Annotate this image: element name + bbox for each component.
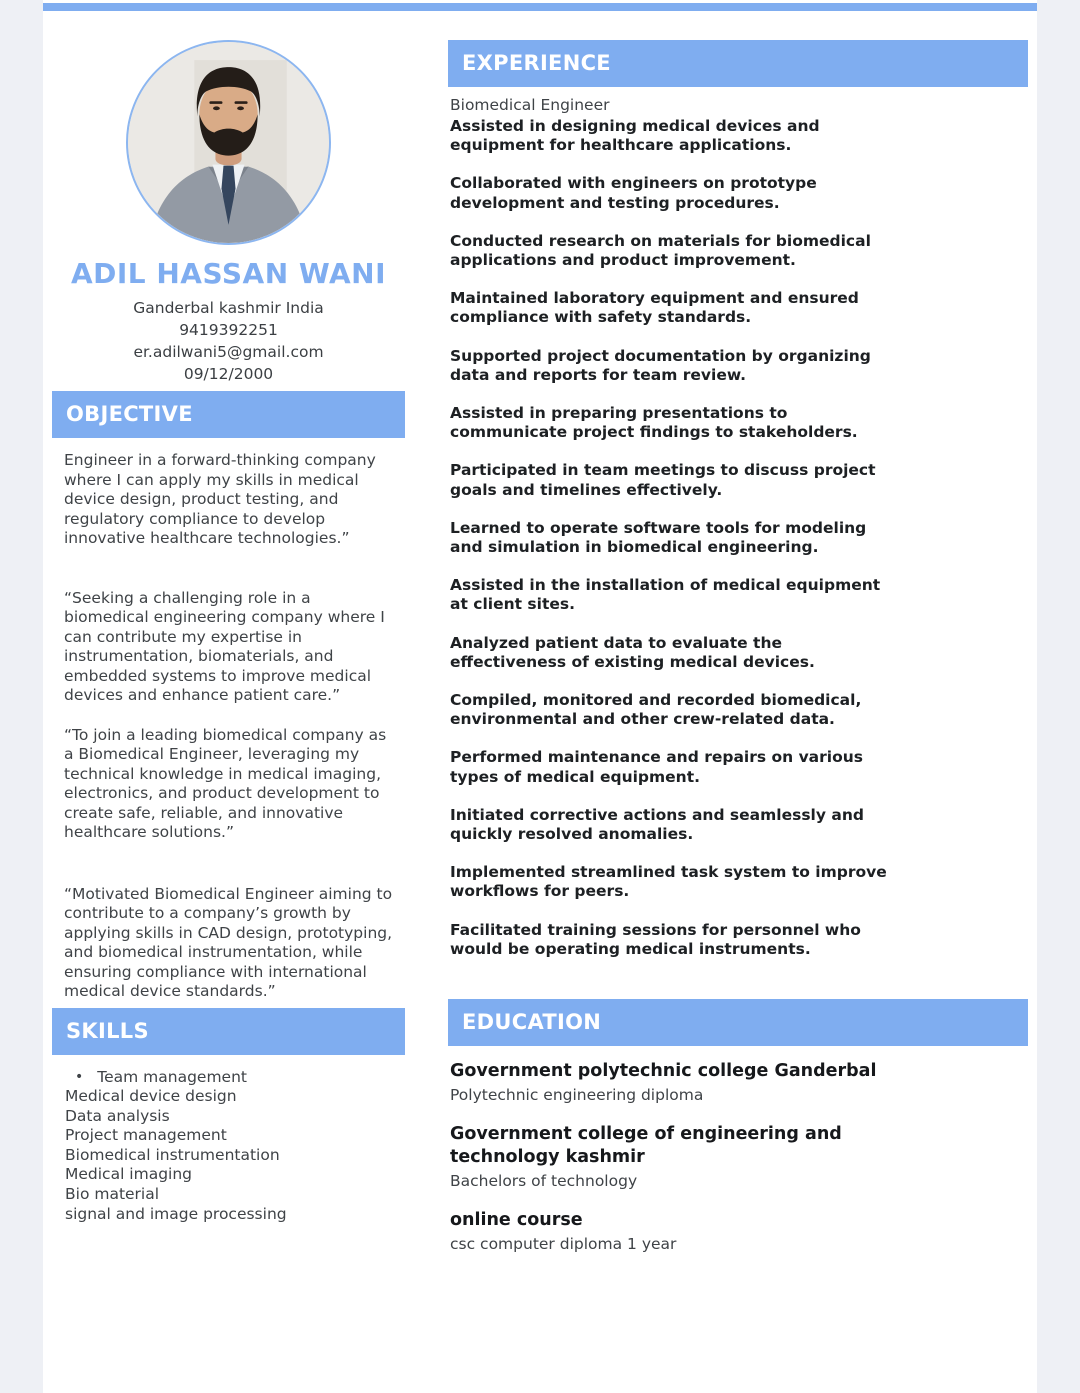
- education-entry: [450, 1123, 910, 1191]
- skill-item: Bio material: [65, 1185, 160, 1204]
- education-section-header: EDUCATION: [448, 999, 1028, 1046]
- experience-item: Implemented streamlined task system to improve workflows for peers.: [450, 863, 887, 901]
- experience-item: Learned to operate software tools for modeling and simulation in biomedical engineering.: [450, 518, 867, 557]
- resume-sheet: [43, 0, 1037, 1393]
- experience-item: Performed maintenance and repairs on various types of medical equipment.: [450, 748, 863, 786]
- person-portrait-icon: [128, 42, 329, 243]
- skill-item: Data analysis: [65, 1106, 170, 1125]
- experience-item: Maintained laboratory equipment and ensured compliance with safety standards.: [450, 289, 859, 327]
- skill-item-label: Team management: [97, 1067, 247, 1086]
- experience-section-header: EXPERIENCE: [448, 40, 1028, 87]
- profile-name: ADIL HASSAN WANI: [70, 257, 387, 290]
- skill-item: Medical imaging: [65, 1165, 193, 1184]
- experience-item: Supported project documentation by organizing data and reports for team review.: [450, 346, 871, 384]
- experience-item: Conducted research on materials for biomedical applications and product improvement.: [450, 231, 871, 270]
- profile-location: Ganderbal kashmir India: [133, 299, 324, 317]
- experience-item: Analyzed patient data to evaluate the effectiveness of existing medical devices.: [450, 633, 815, 671]
- experience-role: Biomedical Engineer: [450, 96, 610, 114]
- bullet-icon: •: [75, 1068, 84, 1085]
- education-school: online course: [450, 1210, 583, 1231]
- experience-item: Facilitated training sessions for personnel who would be operating medical instruments.: [450, 920, 861, 958]
- education-entry: [450, 1209, 910, 1254]
- objective-paragraph: Engineer in a forward-thinking company where I can apply my skills in medical device design, product testing, and regulatory compliance to develop innovative healthcare technologies.”: [64, 451, 376, 547]
- profile-photo: [126, 40, 331, 245]
- skill-item: [65, 1068, 405, 1088]
- skill-item: Project management: [65, 1126, 227, 1145]
- education-entry: [450, 1060, 910, 1105]
- objective-paragraph: “To join a leading biomedical company as a Biomedical Engineer, leveraging my technical knowledge in medical imaging, electronics, and product development to create safe, reliable, and innovative healthcare solutions.”: [64, 725, 387, 841]
- skill-item: Medical device design: [65, 1087, 237, 1106]
- profile-email: er.adilwani5@gmail.com: [133, 343, 324, 361]
- education-school: Government college of engineering and technology kashmir: [450, 1124, 842, 1168]
- objective-body: [52, 438, 405, 1002]
- experience-item: Assisted in the installation of medical equipment at client sites.: [450, 576, 881, 614]
- skills-list: [52, 1055, 405, 1225]
- experience-item: Initiated corrective actions and seamlessly and quickly resolved anomalies.: [450, 805, 864, 844]
- education-degree: Bachelors of technology: [450, 1172, 638, 1191]
- education-list: [448, 1046, 1028, 1254]
- left-column: [52, 0, 405, 1224]
- profile-phone: 9419392251: [179, 321, 278, 339]
- skill-item: Biomedical instrumentation: [65, 1145, 280, 1164]
- experience-item: Assisted in preparing presentations to communicate project findings to stakeholders.: [450, 404, 858, 442]
- objective-section-header: OBJECTIVE: [52, 391, 405, 438]
- objective-paragraph: “Seeking a challenging role in a biomedical engineering company where I can contribute my expertise in instrumentation, biomaterials, and embedded systems to improve medical devices and enhance patient care.”: [64, 588, 385, 704]
- experience-item: Assisted in designing medical devices and equipment for healthcare applications.: [450, 117, 820, 155]
- contact-block: [52, 297, 405, 385]
- education-school: Government polytechnic college Ganderbal: [450, 1061, 877, 1082]
- education-degree: Polytechnic engineering diploma: [450, 1086, 704, 1105]
- skills-section-header: SKILLS: [52, 1008, 405, 1055]
- right-column: [448, 0, 1028, 1272]
- profile-dob: 09/12/2000: [183, 365, 274, 383]
- objective-paragraph: “Motivated Biomedical Engineer aiming to contribute to a company’s growth by applying skills in CAD design, prototyping, and biomedical instrumentation, while ensuring compliance with international medical device standards.”: [64, 884, 393, 1000]
- education-degree: csc computer diploma 1 year: [450, 1235, 677, 1254]
- skill-item: signal and image processing: [65, 1204, 287, 1223]
- experience-item: Participated in team meetings to discuss project goals and timelines effectively.: [450, 461, 876, 499]
- experience-item: Compiled, monitored and recorded biomedical, environmental and other crew-related data.: [450, 691, 862, 729]
- experience-item: Collaborated with engineers on prototype development and testing procedures.: [450, 174, 817, 212]
